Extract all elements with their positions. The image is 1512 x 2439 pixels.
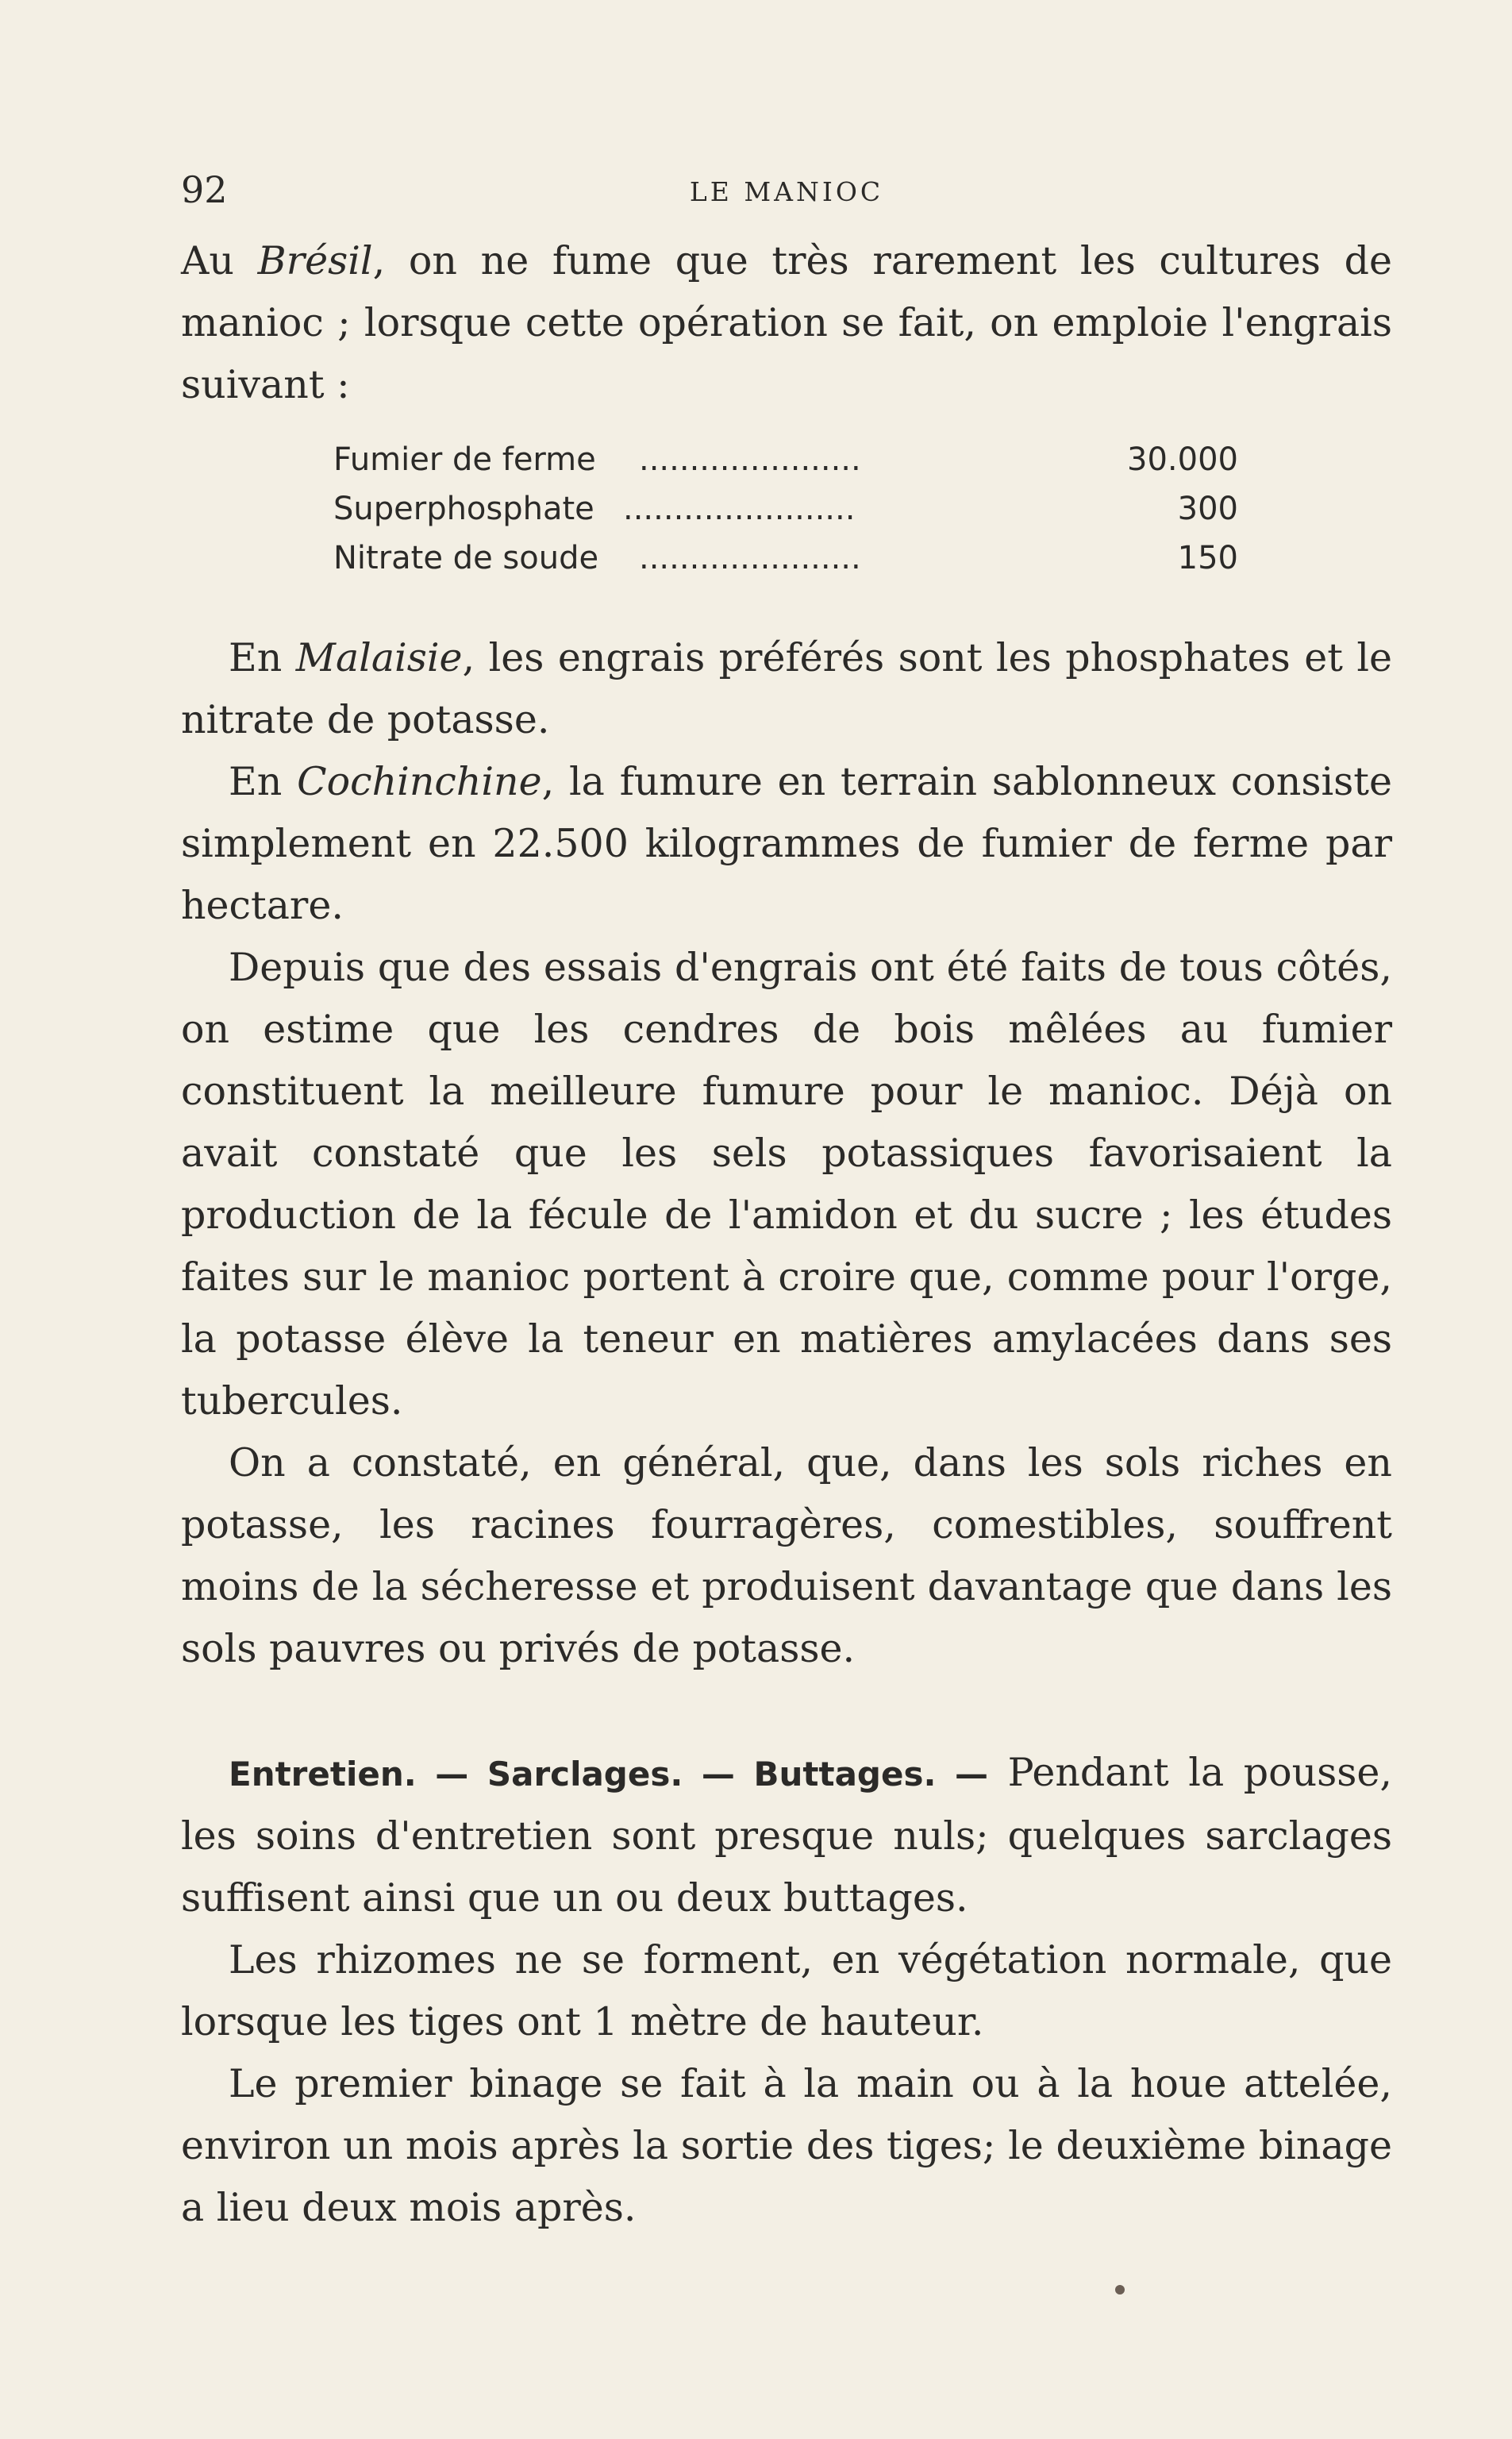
- leader-dots: .......................: [623, 491, 856, 527]
- paragraph-cochinchine: [181, 751, 1392, 937]
- page-number: 92: [181, 168, 228, 211]
- table-row: [333, 491, 1238, 540]
- row-value: 300: [1177, 491, 1238, 527]
- text-fragment: , on ne fume que très rarement les cultures de manioc ; lorsque cette opération se fait, on emploie l'engrais suivant :: [181, 238, 1392, 407]
- text-fragment: En: [229, 635, 296, 680]
- paragraph-malaisie: [181, 627, 1392, 751]
- page-header: [181, 168, 1392, 216]
- paragraph-binage: Le premier binage se fait à la main ou à la houe attelée, environ un mois après la sortie des tiges; le deuxième binage a lieu deux mois après.: [181, 2061, 1392, 2230]
- text-fragment: En: [229, 759, 298, 804]
- row-value: 30.000: [1127, 441, 1238, 478]
- paragraph-entretien: [181, 1742, 1392, 1929]
- place-cochinchine: Cochinchine: [297, 759, 542, 804]
- ink-speck: [1115, 2285, 1125, 2295]
- body-text-main: [181, 627, 1392, 2239]
- running-title: LE MANIOC: [689, 176, 884, 207]
- row-label: Nitrate de soude: [333, 540, 599, 576]
- text-fragment: , la fumure en terrain sablonneux consiste simplement en 22.500 kilogrammes de fumier de ferme par hectare.: [181, 759, 1393, 928]
- row-label: Fumier de ferme: [333, 441, 596, 478]
- place-malaisie: Malaisie: [295, 635, 463, 680]
- section-spacer: [181, 1680, 1392, 1742]
- row-label: Superphosphate: [333, 491, 594, 527]
- text-fragment: Au: [181, 238, 258, 283]
- section-heading: Entretien. — Sarclages. — Buttages. —: [229, 1755, 989, 1794]
- table-row: [333, 540, 1238, 589]
- paragraph-potasse: On a constaté, en général, que, dans les sols riches en potasse, les racines fourragères, comestibles, souffrent moins de la sécheresse et produisent davantage que dans les sols pauvres ou privés de potasse.: [181, 1440, 1392, 1671]
- paragraph-cendres: Depuis que des essais d'engrais ont été faits de tous côtés, on estime que les cendres de bois mêlées au fumier constituent la meilleure fumure pour le manioc. Déjà on avait constaté que les sels potassiques favorisaient la production de la fécule de l'amidon et du sucre ; les études faites sur le manioc portent à croire que, comme pour l'orge, la potasse élève la teneur en matières amylacées dans ses tubercules.: [181, 945, 1392, 1424]
- table-row: [333, 441, 1238, 491]
- row-value: 150: [1177, 540, 1238, 576]
- leader-dots: ......................: [639, 441, 861, 478]
- paragraph-bresil: [181, 230, 1392, 416]
- place-bresil: Brésil: [257, 238, 373, 283]
- leader-dots: ......................: [639, 540, 861, 576]
- text-fragment: Pendant la pousse, les soins d'entretien sont presque nuls; quelques sarclages suffisent ainsi que un ou deux buttages.: [181, 1750, 1392, 1921]
- text-fragment: , les engrais préférés sont les phosphates et le nitrate de potasse.: [181, 635, 1392, 742]
- body-text: [181, 230, 1392, 416]
- fertilizer-table: [333, 441, 1238, 589]
- paragraph-rhizomes: Les rhizomes ne se forment, en végétation normale, que lorsque les tiges ont 1 mètre de hauteur.: [181, 1937, 1392, 2044]
